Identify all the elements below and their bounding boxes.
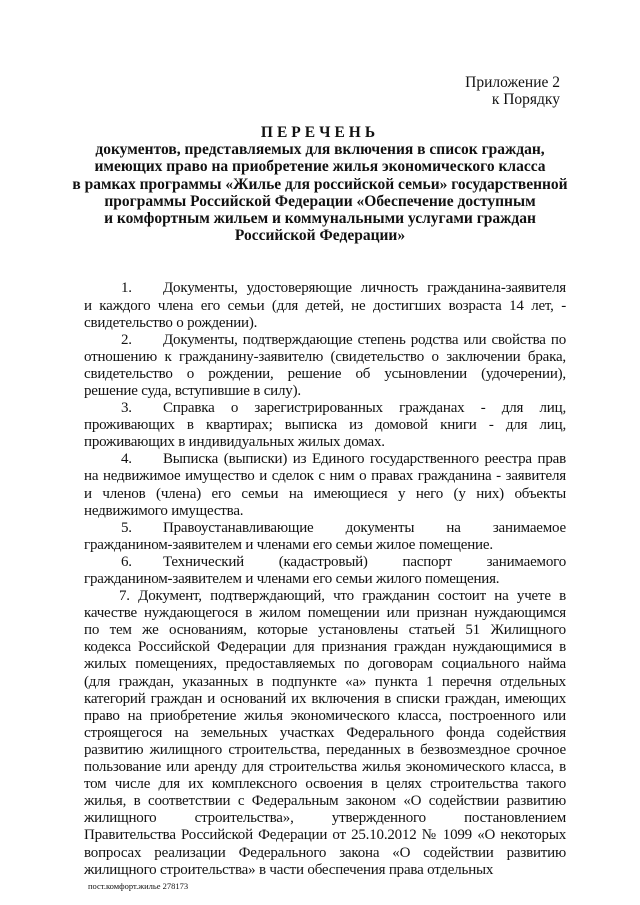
list-item-line: (для граждан, указанных в подпункте «а» пункта 1 перечня отдельных — [84, 673, 566, 690]
title-line: и комфортным жильем и коммунальными услугами граждан — [104, 210, 536, 228]
list-item — [84, 400, 566, 451]
list-item-line: отношению к гражданину-заявителю (свидетельство о заключении брака, — [84, 348, 566, 365]
list-item-first-line — [84, 332, 566, 349]
list-item — [84, 332, 566, 400]
list-item-line: и членов (члена) его семьи на имеющиеся у него (у них) объекты — [84, 485, 566, 502]
list-item — [84, 280, 566, 331]
title-line: имеющих право на приобретение жилья экономического класса — [94, 158, 546, 176]
title-line: Российской Федерации» — [234, 227, 406, 245]
list-item-line: и каждого члена его семьи (для детей, не достигших возраста 14 лет, - — [84, 297, 566, 314]
list-item-text: Технический (кадастровый) паспорт занимаемого — [163, 553, 566, 570]
title-line: в рамках программы «Жилье для российской семьи» государственной — [72, 175, 568, 193]
title-line: документов, представляемых для включения в список граждан, — [95, 141, 545, 159]
list-item — [84, 588, 566, 879]
list-item-number: 5. — [121, 519, 132, 536]
list-item-text: Правоустанавливающие документы на занимаемое — [163, 519, 566, 536]
list-item-text: Документы, подтверждающие степень родства или свойства по — [163, 331, 566, 348]
list-item-line: по тем же основаниям, которые установлены статьей 51 Жилищного — [84, 622, 566, 639]
list-item-number: 3. — [121, 400, 132, 417]
list-item-line: недвижимого имущества. — [84, 502, 244, 519]
list-item-line: строящегося на земельных участках Федерального фонда содействия — [84, 724, 566, 741]
list-item-line: право на приобретение жилья экономического класса, построенного или — [84, 707, 566, 724]
document-body — [84, 280, 566, 878]
list-item-first-line — [84, 554, 566, 571]
list-item-number: 2. — [121, 331, 132, 348]
list-item-line: развитию жилищного строительства, переданных в безвозмездное срочное — [84, 741, 566, 758]
appendix-reference: к Порядку — [491, 91, 560, 108]
list-item-line: категорий граждан и оснований их включения в списки граждан, имеющих — [84, 690, 566, 707]
list-item-line: качестве нуждающегося в жилом помещении или признан нуждающимся — [84, 605, 566, 622]
list-item-line: вопросах реализации Федерального закона «О содействии развитию — [84, 844, 566, 861]
list-item-first-line — [84, 400, 566, 417]
list-item-line: проживающих в индивидуальных жилых домах. — [84, 434, 385, 451]
list-item-line: на недвижимое имущество и сделок с ним о правах гражданина - заявителя — [84, 468, 566, 485]
list-item-text: Документы, удостоверяющие личность гражданина-заявителя — [163, 280, 566, 297]
list-item-line: гражданином-заявителем и членами его семьи жилое помещение. — [84, 536, 493, 553]
appendix-number: Приложение 2 — [465, 74, 560, 91]
list-item-line: гражданином-заявителем и членами его семьи жилого помещения. — [84, 571, 500, 588]
list-item-line: жилья, в соответствии с Федеральным законом «О содействии развитию — [84, 793, 566, 810]
list-item-line: свидетельство о рождении). — [84, 314, 258, 331]
list-item-line: Правительства Российской Федерации от 25.10.2012 № 1099 «О некоторых — [84, 827, 566, 844]
appendix-label — [0, 74, 560, 108]
list-item — [84, 520, 566, 554]
list-item-first-line — [84, 520, 566, 537]
list-item-text: Выписка (выписки) из Единого государственного реестра прав — [163, 451, 566, 468]
list-item-line: проживающих в квартирах; выписка из домовой книги - для лиц, — [84, 417, 566, 434]
title-line: программы Российской Федерации «Обеспечение доступным — [104, 192, 536, 210]
document-title — [30, 124, 610, 244]
list-item-line: пользование или аренду для строительства жилья экономического класса, в — [84, 759, 566, 776]
list-item-line: 7. Документ, подтверждающий, что гражданин состоит на учете в — [119, 588, 566, 605]
list-item-line: жилищного строительства», утвержденного постановлением — [84, 810, 566, 827]
list-item-line: свидетельство о рождении, решение об усыновлении (удочерении), — [84, 365, 566, 382]
list-item-number: 1. — [121, 280, 132, 297]
list-item-first-line — [84, 280, 566, 297]
list-item-number: 6. — [121, 553, 132, 570]
title-heading: ПЕРЕЧЕНЬ — [260, 124, 380, 141]
list-item — [84, 554, 566, 588]
list-item-first-line — [84, 451, 566, 468]
list-item-number: 4. — [121, 451, 132, 468]
list-item-line: решение суда, вступившие в силу). — [84, 382, 301, 399]
list-item-line: кодекса Российской Федерации для признания граждан нуждающимися в — [84, 639, 566, 656]
list-item-line: жилых помещениях, предоставляемых по договорам социального найма — [84, 656, 566, 673]
list-item-line: том числе для их комплексного освоения в целях строительства такого — [84, 776, 566, 793]
list-item-line: жилищного строительства» в части обеспечения права отдельных — [84, 861, 494, 878]
list-item — [84, 451, 566, 519]
footer-file-label: пост.комфорт.жилье 278173 — [88, 880, 189, 891]
list-item-text: Справка о зарегистрированных гражданах - для лиц, — [163, 400, 566, 417]
